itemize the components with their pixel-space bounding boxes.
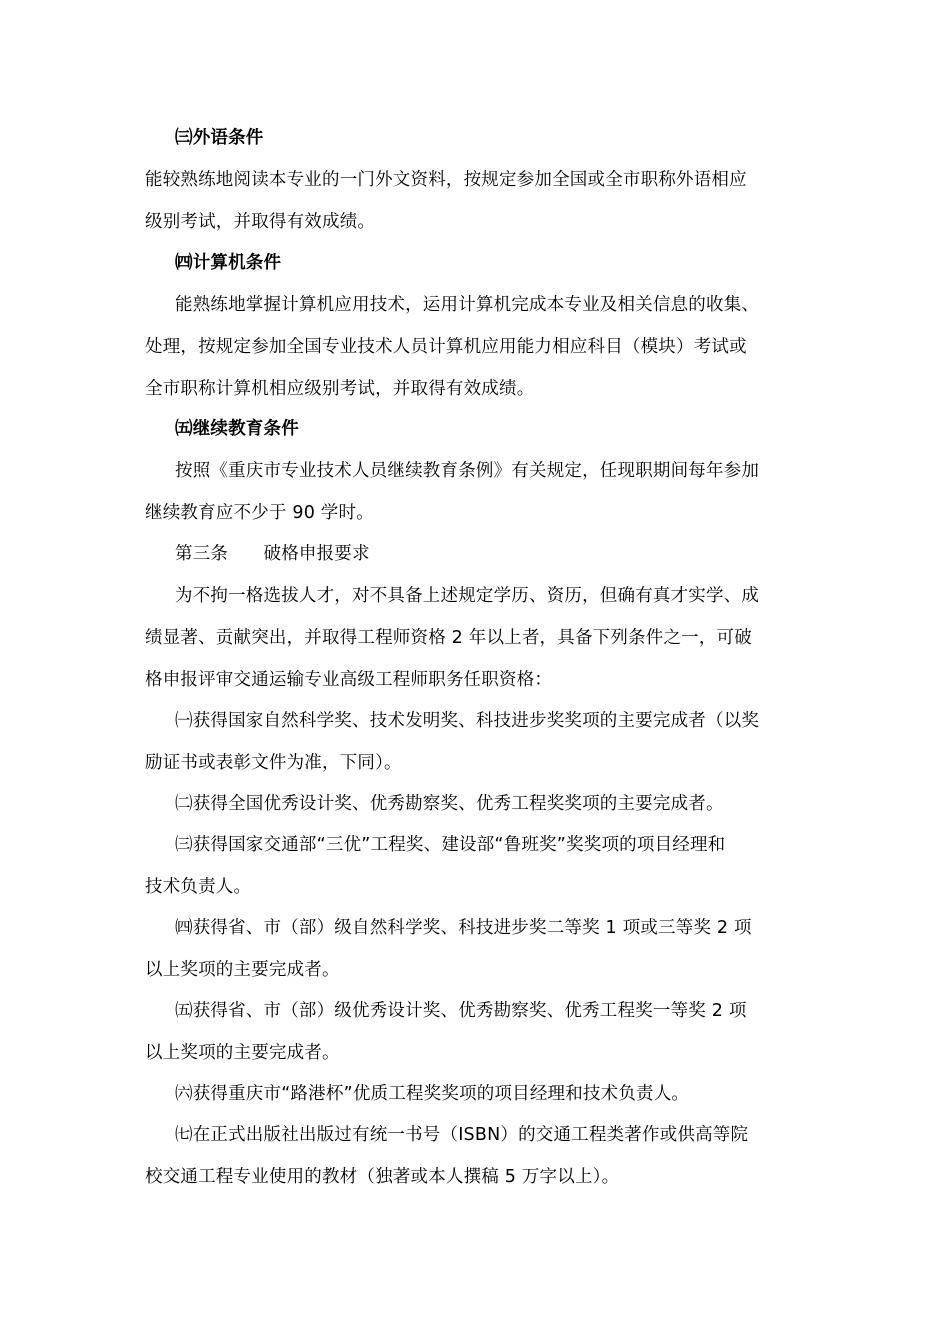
paragraph-line: 能较熟练地阅读本专业的一门外文资料，按规定参加全国或全市职称外语相应: [145, 170, 747, 190]
paragraph-line: 格申报评审交通运输专业高级工程师职务任职资格：: [145, 670, 553, 690]
paragraph-line: 全市职称计算机相应级别考试，并取得有效成绩。: [145, 379, 535, 399]
heading-continuing-education: ㈤继续教育条件: [175, 419, 299, 439]
list-item: ㈡获得全国优秀设计奖、优秀勘察奖、优秀工程奖奖项的主要完成者。: [175, 794, 724, 814]
list-item: ㈥获得重庆市“路港杯”优质工程奖奖项的项目经理和技术负责人。: [175, 1084, 690, 1104]
list-item-continuation: 校交通工程专业使用的教材（独著或本人撰稿 5 万字以上）。: [145, 1167, 620, 1187]
heading-foreign-language: ㈢外语条件: [175, 128, 264, 148]
paragraph-line: 按照《重庆市专业技术人员继续教育条例》有关规定，任现职期间每年参加: [175, 461, 760, 481]
list-item: ㈦在正式出版社出版过有统一书号（ISBN）的交通工程类著作或供高等院: [175, 1125, 749, 1145]
list-item: ㈠获得国家自然科学奖、技术发明奖、科技进步奖奖项的主要完成者（以奖: [175, 711, 760, 731]
article-three-title: 第三条 破格申报要求: [175, 544, 370, 564]
list-item-continuation: 以上奖项的主要完成者。: [145, 960, 340, 980]
list-item: ㈣获得省、市（部）级自然科学奖、科技进步奖二等奖 1 项或三等奖 2 项: [175, 918, 752, 938]
list-item-continuation: 以上奖项的主要完成者。: [145, 1043, 340, 1063]
heading-computer: ㈣计算机条件: [175, 253, 282, 273]
paragraph-line: 级别考试，并取得有效成绩。: [145, 212, 376, 232]
paragraph-line: 能熟练地掌握计算机应用技术，运用计算机完成本专业及相关信息的收集、: [175, 295, 760, 315]
list-item: ㈤获得省、市（部）级优秀设计奖、优秀勘察奖、优秀工程奖一等奖 2 项: [175, 1001, 747, 1021]
paragraph-line: 处理，按规定参加全国专业技术人员计算机应用能力相应科目（模块）考试或: [145, 337, 747, 357]
paragraph-line: 继续教育应不少于 90 学时。: [145, 503, 374, 523]
paragraph-line: 绩显著、贡献突出，并取得工程师资格 2 年以上者，具备下列条件之一，可破: [145, 628, 752, 648]
list-item: ㈢获得国家交通部“三优”工程奖、建设部“鲁班奖”奖奖项的项目经理和: [175, 835, 726, 855]
paragraph-line: 为不拘一格选拔人才，对不具备上述规定学历、资历，但确有真才实学、成: [175, 586, 760, 606]
list-item-continuation: 技术负责人。: [145, 877, 252, 897]
list-item-continuation: 励证书或表彰文件为准，下同）。: [145, 753, 402, 773]
